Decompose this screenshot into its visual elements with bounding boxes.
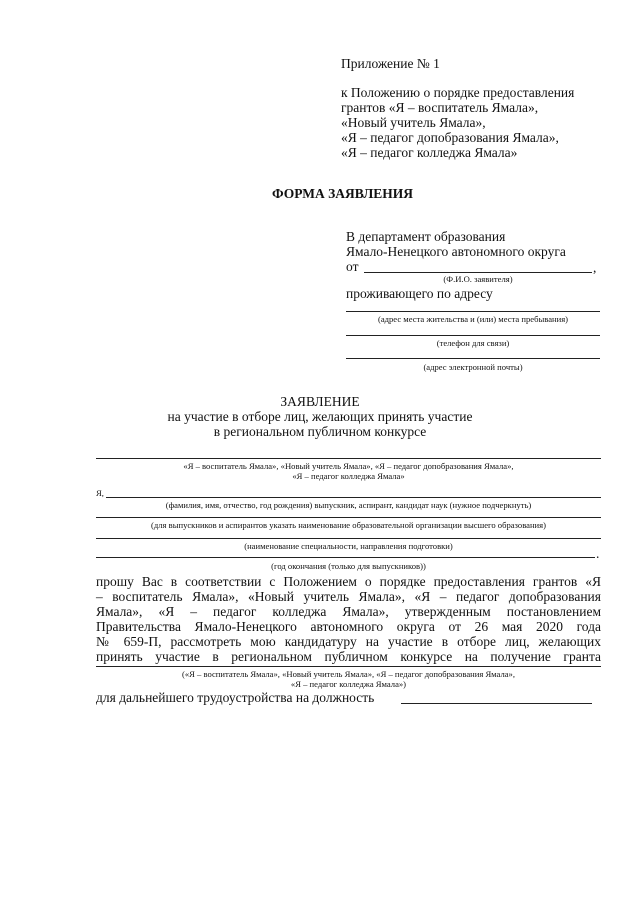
graduation-caption: (год окончания (только для выпускников)) [271,561,426,571]
applicant-name-line[interactable] [364,272,592,273]
addressee-department: В департамент образования [346,229,506,244]
from-label: от [346,259,359,274]
phone-caption: (телефон для связи) [436,338,510,348]
contest-caption: «Я – педагог колледжа Ямала» [292,471,405,481]
graduation-year-line[interactable] [96,557,595,558]
body-line: принять участие в региональном публичном конкурсе на получение гранта [96,649,601,664]
position-line[interactable] [401,703,592,704]
specialty-line[interactable] [96,538,601,539]
appendix-line: грантов «Я – воспитатель Ямала», [341,100,539,115]
body-line: прошу Вас в соответствии с Положением о порядке предоставления грантов «Я [96,574,601,589]
grant-caption: («Я – воспитатель Ямала», «Новый учитель Ямала», «Я – педагог допобразования Ямала», [182,669,515,679]
university-line[interactable] [96,517,601,518]
address-caption: (адрес места жительства и (или) места пребывания) [377,314,569,324]
email-line[interactable] [346,358,600,359]
form-title: ФОРМА ЗАЯВЛЕНИЯ [272,186,414,201]
appendix-line: «Новый учитель Ямала», [341,115,486,130]
period: . [596,546,600,561]
body-line: № 659-П, рассмотреть мою кандидатуру на участие в отборе лиц, желающих [96,634,601,649]
phone-line[interactable] [346,335,600,336]
contest-line[interactable] [96,458,601,459]
from-comma: , [593,260,597,275]
employment-label: для дальнейшего трудоустройства на должность [96,690,375,705]
address-line[interactable] [346,311,600,312]
statement-subtitle: на участие в отборе лиц, желающих принять участие [167,409,473,424]
body-line: Ямала», «Я – педагог колледжа Ямала», утвержденным постановлением [96,604,601,619]
appendix-line: к Положению о порядке предоставления [341,85,575,100]
specialty-caption: (наименование специальности, направления подготовки) [244,541,453,551]
i-label: Я, [96,488,104,498]
university-caption: (для выпускников и аспирантов указать наименование образовательной организации высшего образования) [151,520,546,530]
grant-line[interactable] [96,666,601,667]
email-caption: (адрес электронной почты) [423,362,523,372]
contest-caption: «Я – воспитатель Ямала», «Новый учитель Ямала», «Я – педагог допобразования Ямала», [183,461,514,471]
residing-label: проживающего по адресу [346,286,493,301]
appendix-title: Приложение № 1 [341,56,440,71]
body-line: Правительства Ямало-Ненецкого автономного округа от 26 мая 2020 года [96,619,601,634]
grant-caption: «Я – педагог колледжа Ямала») [290,679,407,689]
applicant-details-line[interactable] [106,497,601,498]
appendix-line: «Я – педагог допобразования Ямала», [341,130,559,145]
applicant-name-caption: (Ф.И.О. заявителя) [443,274,513,284]
statement-subtitle: в региональном публичном конкурсе [213,424,427,439]
body-line: – воспитатель Ямала», «Новый учитель Ямала», «Я – педагог допобразования [96,589,601,604]
addressee-region: Ямало-Ненецкого автономного округа [346,244,566,259]
applicant-details-caption: (фамилия, имя, отчество, год рождения) выпускник, аспирант, кандидат наук (нужное подчеркнуть) [165,500,532,510]
statement-title: ЗАЯВЛЕНИЕ [280,394,360,409]
appendix-line: «Я – педагог колледжа Ямала» [341,145,518,160]
